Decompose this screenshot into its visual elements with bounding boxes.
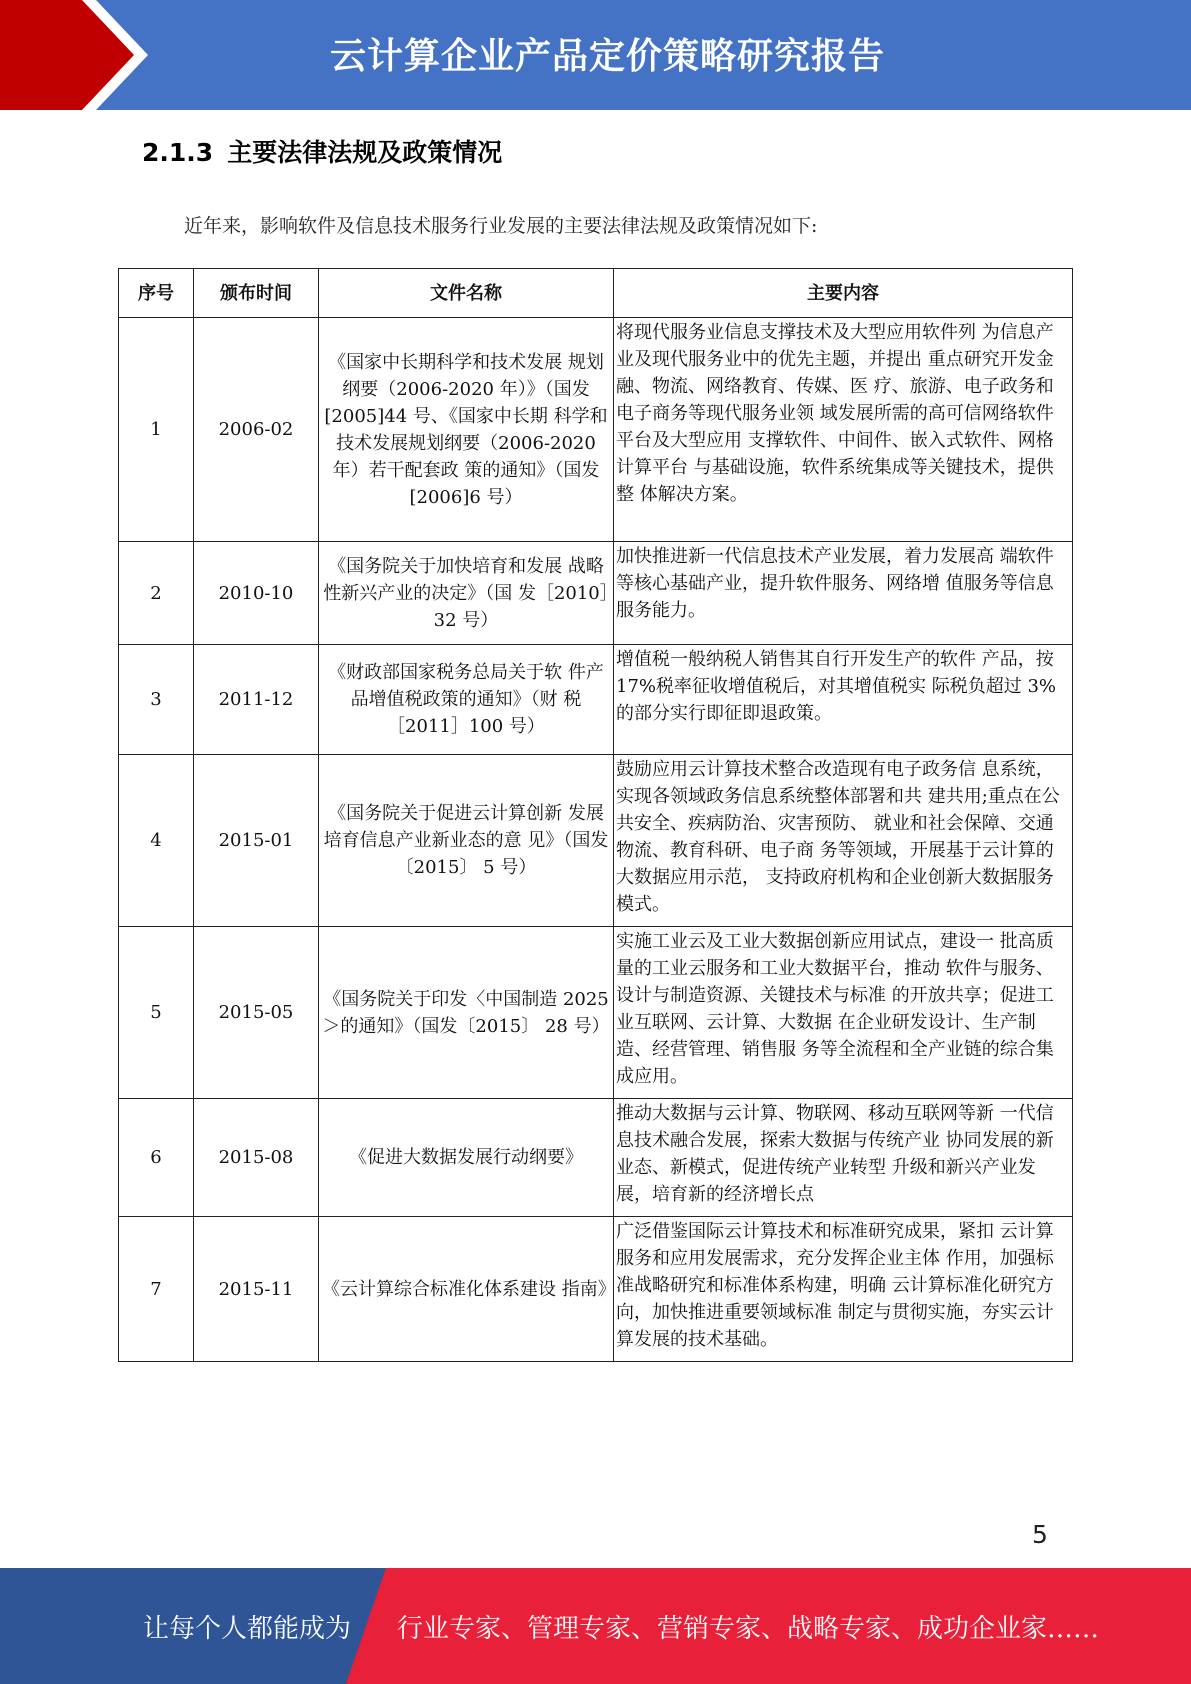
page-number: 5 bbox=[1032, 1520, 1048, 1549]
footer-slogan-left: 让每个人都能成为 bbox=[143, 1614, 352, 1644]
cell-main-content: 增值税一般纳税人销售其自行开发生产的软件 产品，按 17%税率征收增值税后，对其增值税实 际税负超过 3%的部分实行即征即退政策。 bbox=[614, 645, 1073, 755]
table-row bbox=[119, 927, 1073, 1099]
cell-document-name: 《财政部国家税务总局关于软 件产品增值税政策的通知》（财 税［2011］100 号） bbox=[319, 645, 614, 755]
header-flag-decoration bbox=[0, 0, 160, 110]
section-title: 主要法律法规及政策情况 bbox=[227, 138, 503, 167]
cell-document-name: 《国务院关于促进云计算创新 发展培育信息产业新业态的意 见》（国发〔2015〕 5 号） bbox=[319, 755, 614, 927]
cell-no: 4 bbox=[119, 755, 194, 927]
table-row bbox=[119, 755, 1073, 927]
cell-main-content: 推动大数据与云计算、物联网、移动互联网等新 一代信息技术融合发展，探索大数据与传统产业 协同发展的新业态、新模式，促进传统产业转型 升级和新兴产业发展，培育新的经济增长点 bbox=[614, 1099, 1073, 1217]
table-row bbox=[119, 542, 1073, 645]
cell-date: 2015-08 bbox=[194, 1099, 319, 1217]
intro-paragraph: 近年来，影响软件及信息技术服务行业发展的主要法律法规及政策情况如下: bbox=[184, 215, 818, 237]
cell-date: 2015-11 bbox=[194, 1217, 319, 1362]
cell-main-content: 鼓励应用云计算技术整合改造现有电子政务信 息系统，实现各领域政务信息系统整体部署和共 建共用;重点在公共安全、疾病防治、灾害预防、 就业和社会保障、交通物流、教育科研、电子商 务等领域，开展基于云计算的大数据应用示范， 支持政府机构和企业创新大数据服务模式。 bbox=[614, 755, 1073, 927]
cell-document-name: 《促进大数据发展行动纲要》 bbox=[319, 1099, 614, 1217]
cell-date: 2015-01 bbox=[194, 755, 319, 927]
section-heading bbox=[142, 133, 502, 169]
report-title: 云计算企业产品定价策略研究报告 bbox=[330, 36, 886, 77]
cell-main-content: 加快推进新一代信息技术产业发展，着力发展高 端软件等核心基础产业，提升软件服务、网络增 值服务等信息服务能力。 bbox=[614, 542, 1073, 645]
table-header-row bbox=[119, 269, 1073, 318]
page-header bbox=[0, 0, 1191, 110]
cell-date: 2015-05 bbox=[194, 927, 319, 1099]
cell-document-name: 《国务院关于加快培育和发展 战略性新兴产业的决定》（国 发［2010］32 号） bbox=[319, 542, 614, 645]
cell-date: 2006-02 bbox=[194, 318, 319, 542]
footer-slogan-right: 行业专家、管理专家、营销专家、战略专家、成功企业家…… bbox=[397, 1614, 1100, 1644]
cell-main-content: 实施工业云及工业大数据创新应用试点，建设一 批高质量的工业云服务和工业大数据平台，推动 软件与服务、设计与制造资源、关键技术与标准 的开放共享；促进工业互联网、云计算、大数据 在企业研发设计、生产制造、经营管理、销售服 务等全流程和全产业链的综合集成应用。 bbox=[614, 927, 1073, 1099]
cell-main-content: 广泛借鉴国际云计算技术和标准研究成果，紧扣 云计算服务和应用发展需求，充分发挥企业主体 作用，加强标准战略研究和标准体系构建，明确 云计算标准化研究方向，加快推进重要领域标准 制定与贯彻实施，夯实云计算发展的技术基础。 bbox=[614, 1217, 1073, 1362]
header-no: 序号 bbox=[119, 269, 194, 318]
table-row bbox=[119, 1217, 1073, 1362]
header-document-name: 文件名称 bbox=[319, 269, 614, 318]
page-footer bbox=[0, 1568, 1191, 1684]
cell-no: 2 bbox=[119, 542, 194, 645]
cell-no: 1 bbox=[119, 318, 194, 542]
table-row bbox=[119, 318, 1073, 542]
policy-table bbox=[118, 268, 1073, 1362]
cell-date: 2011-12 bbox=[194, 645, 319, 755]
table-row bbox=[119, 645, 1073, 755]
section-number: 2.1.3 bbox=[142, 138, 214, 167]
cell-document-name: 《国务院关于印发〈中国制造 2025＞的通知》（国发〔2015〕 28 号） bbox=[319, 927, 614, 1099]
header-main-content: 主要内容 bbox=[614, 269, 1073, 318]
cell-no: 3 bbox=[119, 645, 194, 755]
header-date: 颁布时间 bbox=[194, 269, 319, 318]
cell-no: 5 bbox=[119, 927, 194, 1099]
cell-main-content: 将现代服务业信息支撑技术及大型应用软件列 为信息产业及现代服务业中的优先主题，并提出 重点研究开发金融、物流、网络教育、传媒、医 疗、旅游、电子政务和电子商务等现代服务业领 域发展所需的高可信网络软件平台及大型应用 支撑软件、中间件、嵌入式软件、网格计算平台 与基础设施，软件系统集成等关键技术，提供整 体解决方案。 bbox=[614, 318, 1073, 542]
table-row bbox=[119, 1099, 1073, 1217]
cell-no: 6 bbox=[119, 1099, 194, 1217]
cell-no: 7 bbox=[119, 1217, 194, 1362]
cell-document-name: 《云计算综合标准化体系建设 指南》 bbox=[319, 1217, 614, 1362]
cell-date: 2010-10 bbox=[194, 542, 319, 645]
cell-document-name: 《国家中长期科学和技术发展 规划纲要（2006-2020 年）》（国发[2005]44 号、《国家中长期 科学和技术发展规划纲要（2006-2020 年）若干配套政 策的通知》（国发[2006]6 号） bbox=[319, 318, 614, 542]
